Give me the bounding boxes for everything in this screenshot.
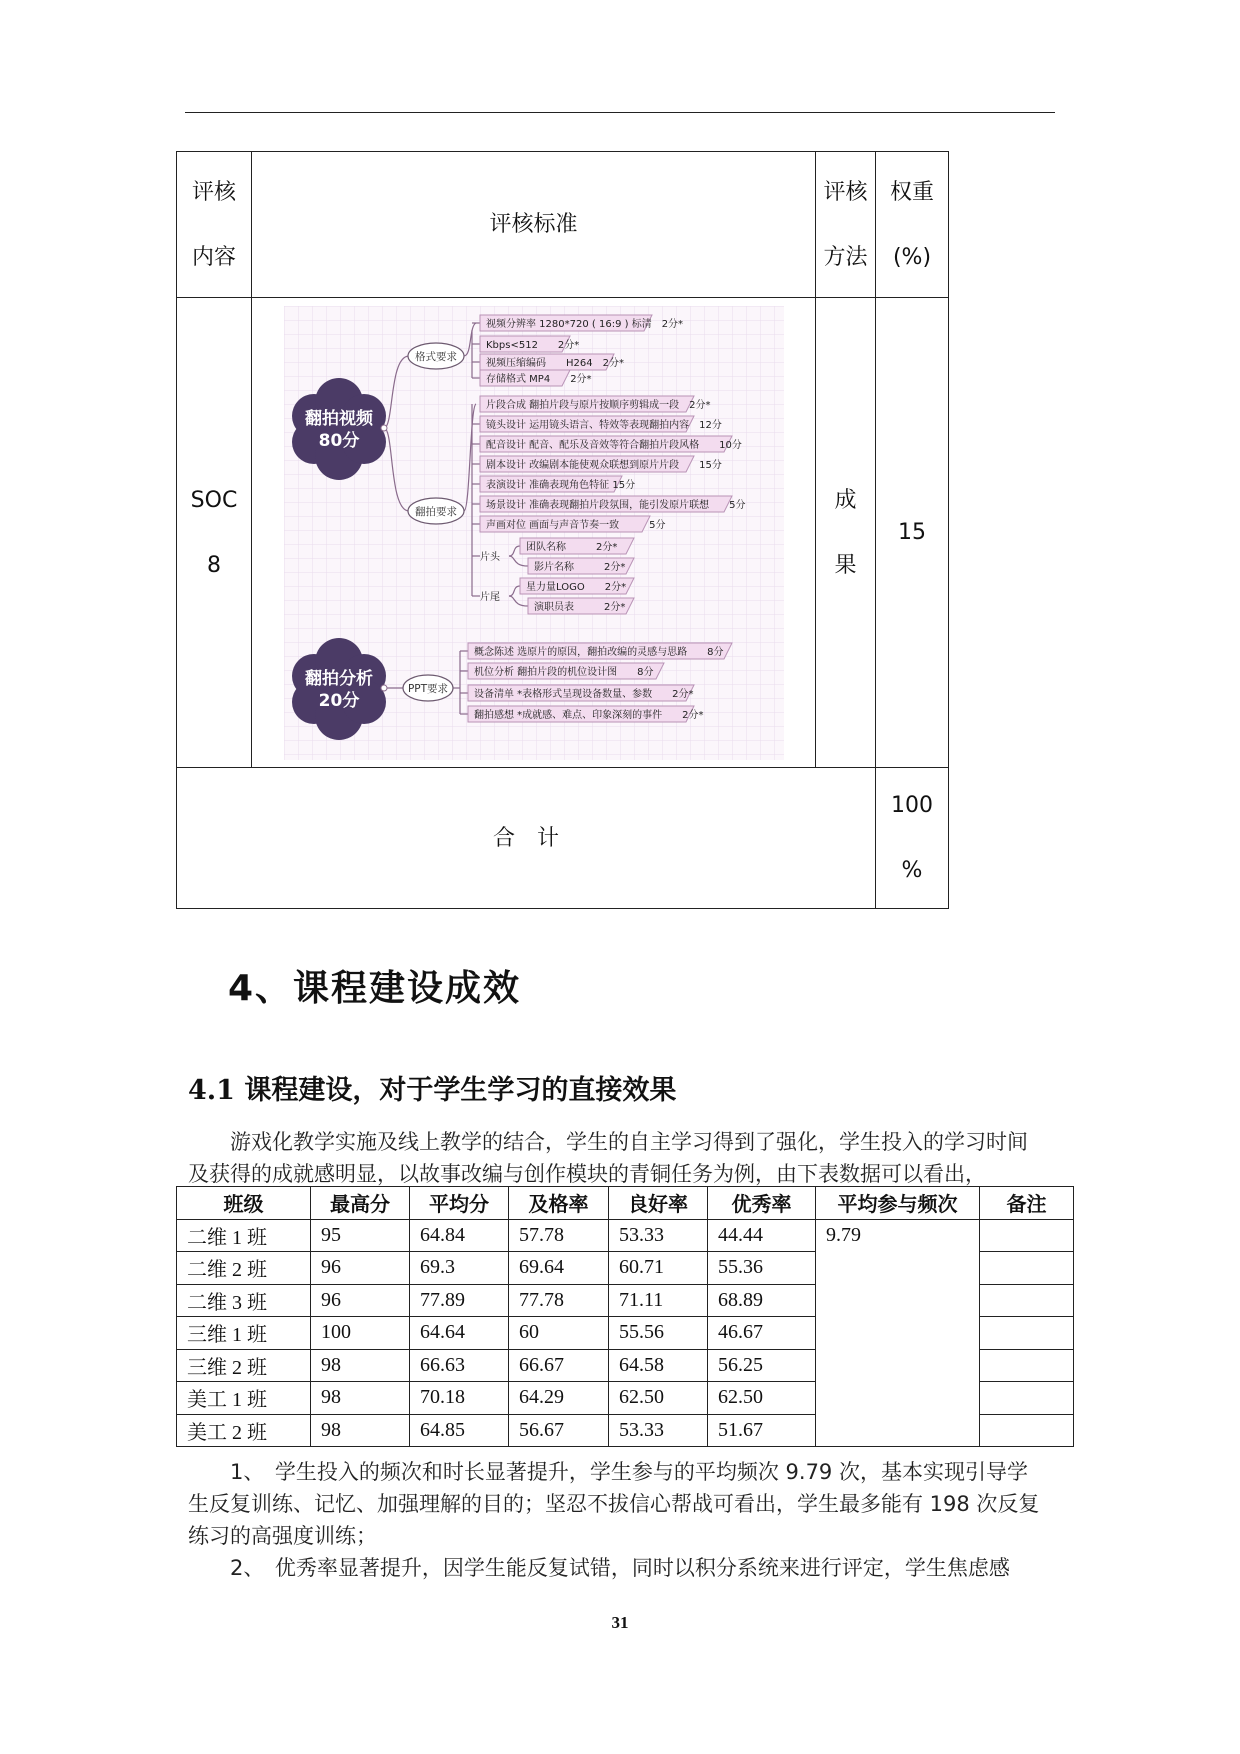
cell-class: 二维 2 班 (177, 1252, 311, 1285)
group-node-remake (408, 498, 464, 524)
header-weight-line2: (%) (892, 244, 932, 270)
assessment-header-row (177, 152, 949, 298)
leaf-remake-3: 剧本设计 改编剧本能使观众联想到原片片段 15分 (485, 459, 722, 471)
sub-group-opening: 片头 (479, 551, 500, 563)
stats-header-avg: 平均分 (410, 1187, 509, 1220)
point-1: 1、 学生投入的频次和时长显著提升，学生参与的平均频次 9.79 次，基本实现引导学生反复训练、记忆、加强理解的目的；坚忍不拔信心帮战可看出，学生最多能有 198 次反复练习的高强度训练； (188, 1460, 1040, 1548)
header-weight-line1: 权重 (889, 179, 934, 205)
header-standard-cell (252, 152, 816, 298)
cell-excellent: 44.44 (708, 1219, 816, 1252)
cell-max: 96 (311, 1284, 410, 1317)
header-rule (185, 112, 1055, 113)
stats-header-frequency: 平均参与频次 (816, 1187, 980, 1220)
cell-good: 53.33 (609, 1414, 708, 1447)
leaf-ppt-3: 翻拍感想 *成就感、难点、印象深刻的事件 2分* (473, 709, 704, 721)
group-format-label: 格式要求 (414, 350, 457, 363)
cell-class: 二维 1 班 (177, 1219, 311, 1252)
cell-excellent: 55.36 (708, 1252, 816, 1285)
header-method-line2: 方法 (823, 244, 868, 270)
cell-class: 三维 1 班 (177, 1317, 311, 1350)
assessment-table (176, 151, 949, 909)
branch2-title-line2: 20分 (318, 690, 359, 711)
cell-max: 95 (311, 1219, 410, 1252)
stats-header-row (177, 1187, 1074, 1220)
cell-avg: 69.3 (410, 1252, 509, 1285)
header-weight-cell (876, 152, 949, 298)
leaf-remake-5: 场景设计 准确表现翻拍片段氛围，能引发原片联想 5分 (485, 499, 746, 511)
leaf-remake-0: 片段合成 翻拍片段与原片按顺序剪辑成一段 2分* (485, 399, 711, 411)
header-content-line1: 评核 (191, 179, 236, 205)
group-remake-label: 翻拍要求 (414, 505, 457, 518)
row-weight: 15 (898, 520, 926, 545)
cell-avg: 70.18 (410, 1382, 509, 1415)
total-weight-cell (876, 768, 949, 909)
cell-remarks (980, 1414, 1074, 1447)
row-content-line1: SOC (190, 487, 238, 513)
cell-avg: 66.63 (410, 1349, 509, 1382)
cell-pass: 60 (509, 1317, 609, 1350)
leaf-remake-4: 表演设计 准确表现角色特征 15分 (485, 479, 635, 491)
header-standard: 评核标准 (489, 212, 578, 237)
cell-pass: 64.29 (509, 1382, 609, 1415)
cell-excellent: 46.67 (708, 1317, 816, 1350)
leaf-ppt-1: 机位分析 翻拍片段的机位设计图 8分 (473, 666, 654, 678)
cell-max: 96 (311, 1252, 410, 1285)
row-method-line1: 成 (834, 487, 857, 513)
cell-max: 98 (311, 1382, 410, 1415)
leaf-ending-1: 演职员表 2分* (533, 601, 625, 613)
branch1-title-line2: 80分 (318, 430, 359, 451)
header-content-cell (177, 152, 252, 298)
cell-pass: 56.67 (509, 1414, 609, 1447)
stats-header-max: 最高分 (311, 1187, 410, 1220)
cell-remarks (980, 1284, 1074, 1317)
cell-excellent: 51.67 (708, 1414, 816, 1447)
branch1-title-line1: 翻拍视频 (304, 408, 373, 429)
sub-group-ending: 片尾 (479, 591, 500, 603)
leaf-format-3: 存储格式 MP4 2分* (485, 373, 592, 385)
row-content-cell (177, 298, 252, 768)
total-label-cell (177, 768, 876, 909)
mindmap-cell (252, 298, 816, 768)
cell-pass: 57.78 (509, 1219, 609, 1252)
cell-pass: 66.67 (509, 1349, 609, 1382)
leaf-remake-2: 配音设计 配音、配乐及音效等符合翻拍片段风格 10分 (485, 439, 742, 451)
leaf-opening-0: 团队名称 2分* (525, 541, 617, 553)
leaf-ppt-2: 设备清单 *表格形式呈现设备数量、参数 2分* (473, 688, 694, 700)
group-node-format (408, 343, 464, 369)
cell-good: 60.71 (609, 1252, 708, 1285)
cell-pass: 77.78 (509, 1284, 609, 1317)
cell-class: 三维 2 班 (177, 1349, 311, 1382)
row-method-line2: 果 (834, 552, 857, 578)
page-number: 31 (611, 1613, 629, 1632)
total-weight-line2: % (901, 858, 923, 883)
row-content-line2: 8 (207, 552, 221, 578)
cell-good: 62.50 (609, 1382, 708, 1415)
leaf-format-0: 视频分辨率 1280*720 ( 16:9 ) 标清 2分* (485, 318, 683, 330)
cell-max: 100 (311, 1317, 410, 1350)
stats-header-pass: 及格率 (509, 1187, 609, 1220)
cell-good: 64.58 (609, 1349, 708, 1382)
leaf-ppt-0: 概念陈述 选原片的原因，翻拍改编的灵感与思路 8分 (473, 646, 724, 658)
cell-class: 二维 3 班 (177, 1284, 311, 1317)
stats-header-remarks: 备注 (980, 1187, 1074, 1220)
group-ppt-label: PPT要求 (407, 682, 448, 695)
header-method-cell (816, 152, 876, 298)
cell-excellent: 68.89 (708, 1284, 816, 1317)
cell-remarks (980, 1349, 1074, 1382)
sub-title: 4.1 课程建设，对于学生学习的直接效果 (188, 1075, 677, 1106)
cell-remarks (980, 1382, 1074, 1415)
assessment-total-row (177, 768, 949, 909)
intro-paragraph: 游戏化教学实施及线上教学的结合，学生的自主学习得到了强化，学生投入的学习时间及获得的成就感明显，以故事改编与创作模块的青铜任务为例，由下表数据可以看出， (188, 1130, 1028, 1186)
leaf-remake-1: 镜头设计 运用镜头语言、特效等表现翻拍内容 12分 (485, 419, 722, 431)
cell-avg-frequency: 9.79 (816, 1219, 980, 1447)
section-title: 4、课程建设成效 (228, 968, 522, 1009)
mindmap-image (284, 306, 784, 760)
leaf-ending-0: 星力量LOGO 2分* (525, 581, 626, 593)
stats-header-class: 班级 (177, 1187, 311, 1220)
stats-header-good: 良好率 (609, 1187, 708, 1220)
cell-excellent: 62.50 (708, 1382, 816, 1415)
assessment-row-soc8 (177, 298, 949, 768)
cell-max: 98 (311, 1349, 410, 1382)
cell-good: 55.56 (609, 1317, 708, 1350)
leaf-format-2: 视频压缩编码 H264 2分* (485, 357, 624, 369)
row-method-cell (816, 298, 876, 768)
branch2-title-line1: 翻拍分析 (304, 668, 373, 689)
cell-excellent: 56.25 (708, 1349, 816, 1382)
total-label: 合 计 (492, 825, 559, 851)
leaf-format-1: Kbps<512 2分* (485, 339, 579, 351)
stats-header-excellent: 优秀率 (708, 1187, 816, 1220)
cell-pass: 69.64 (509, 1252, 609, 1285)
cell-good: 53.33 (609, 1219, 708, 1252)
cell-class: 美工 2 班 (177, 1414, 311, 1447)
total-weight-line1: 100 (891, 793, 933, 818)
point-2: 2、 优秀率显著提升，因学生能反复试错，同时以积分系统来进行评定，学生焦虑感 (230, 1556, 1010, 1580)
cell-avg: 64.85 (410, 1414, 509, 1447)
leaf-opening-1: 影片名称 2分* (533, 561, 625, 573)
row-weight-cell (876, 298, 949, 768)
table-row (177, 1219, 1074, 1252)
header-content-line2: 内容 (191, 244, 236, 270)
cell-max: 98 (311, 1414, 410, 1447)
stats-table (176, 1186, 1074, 1447)
header-method-line1: 评核 (823, 179, 868, 205)
cell-avg: 77.89 (410, 1284, 509, 1317)
cell-avg: 64.64 (410, 1317, 509, 1350)
leaf-remake-6: 声画对位 画面与声音节奏一致 5分 (485, 519, 666, 531)
cell-good: 71.11 (609, 1284, 708, 1317)
cell-remarks (980, 1317, 1074, 1350)
cell-remarks (980, 1252, 1074, 1285)
cell-avg: 64.84 (410, 1219, 509, 1252)
cell-remarks (980, 1219, 1074, 1252)
group-node-ppt (403, 675, 453, 701)
cell-class: 美工 1 班 (177, 1382, 311, 1415)
